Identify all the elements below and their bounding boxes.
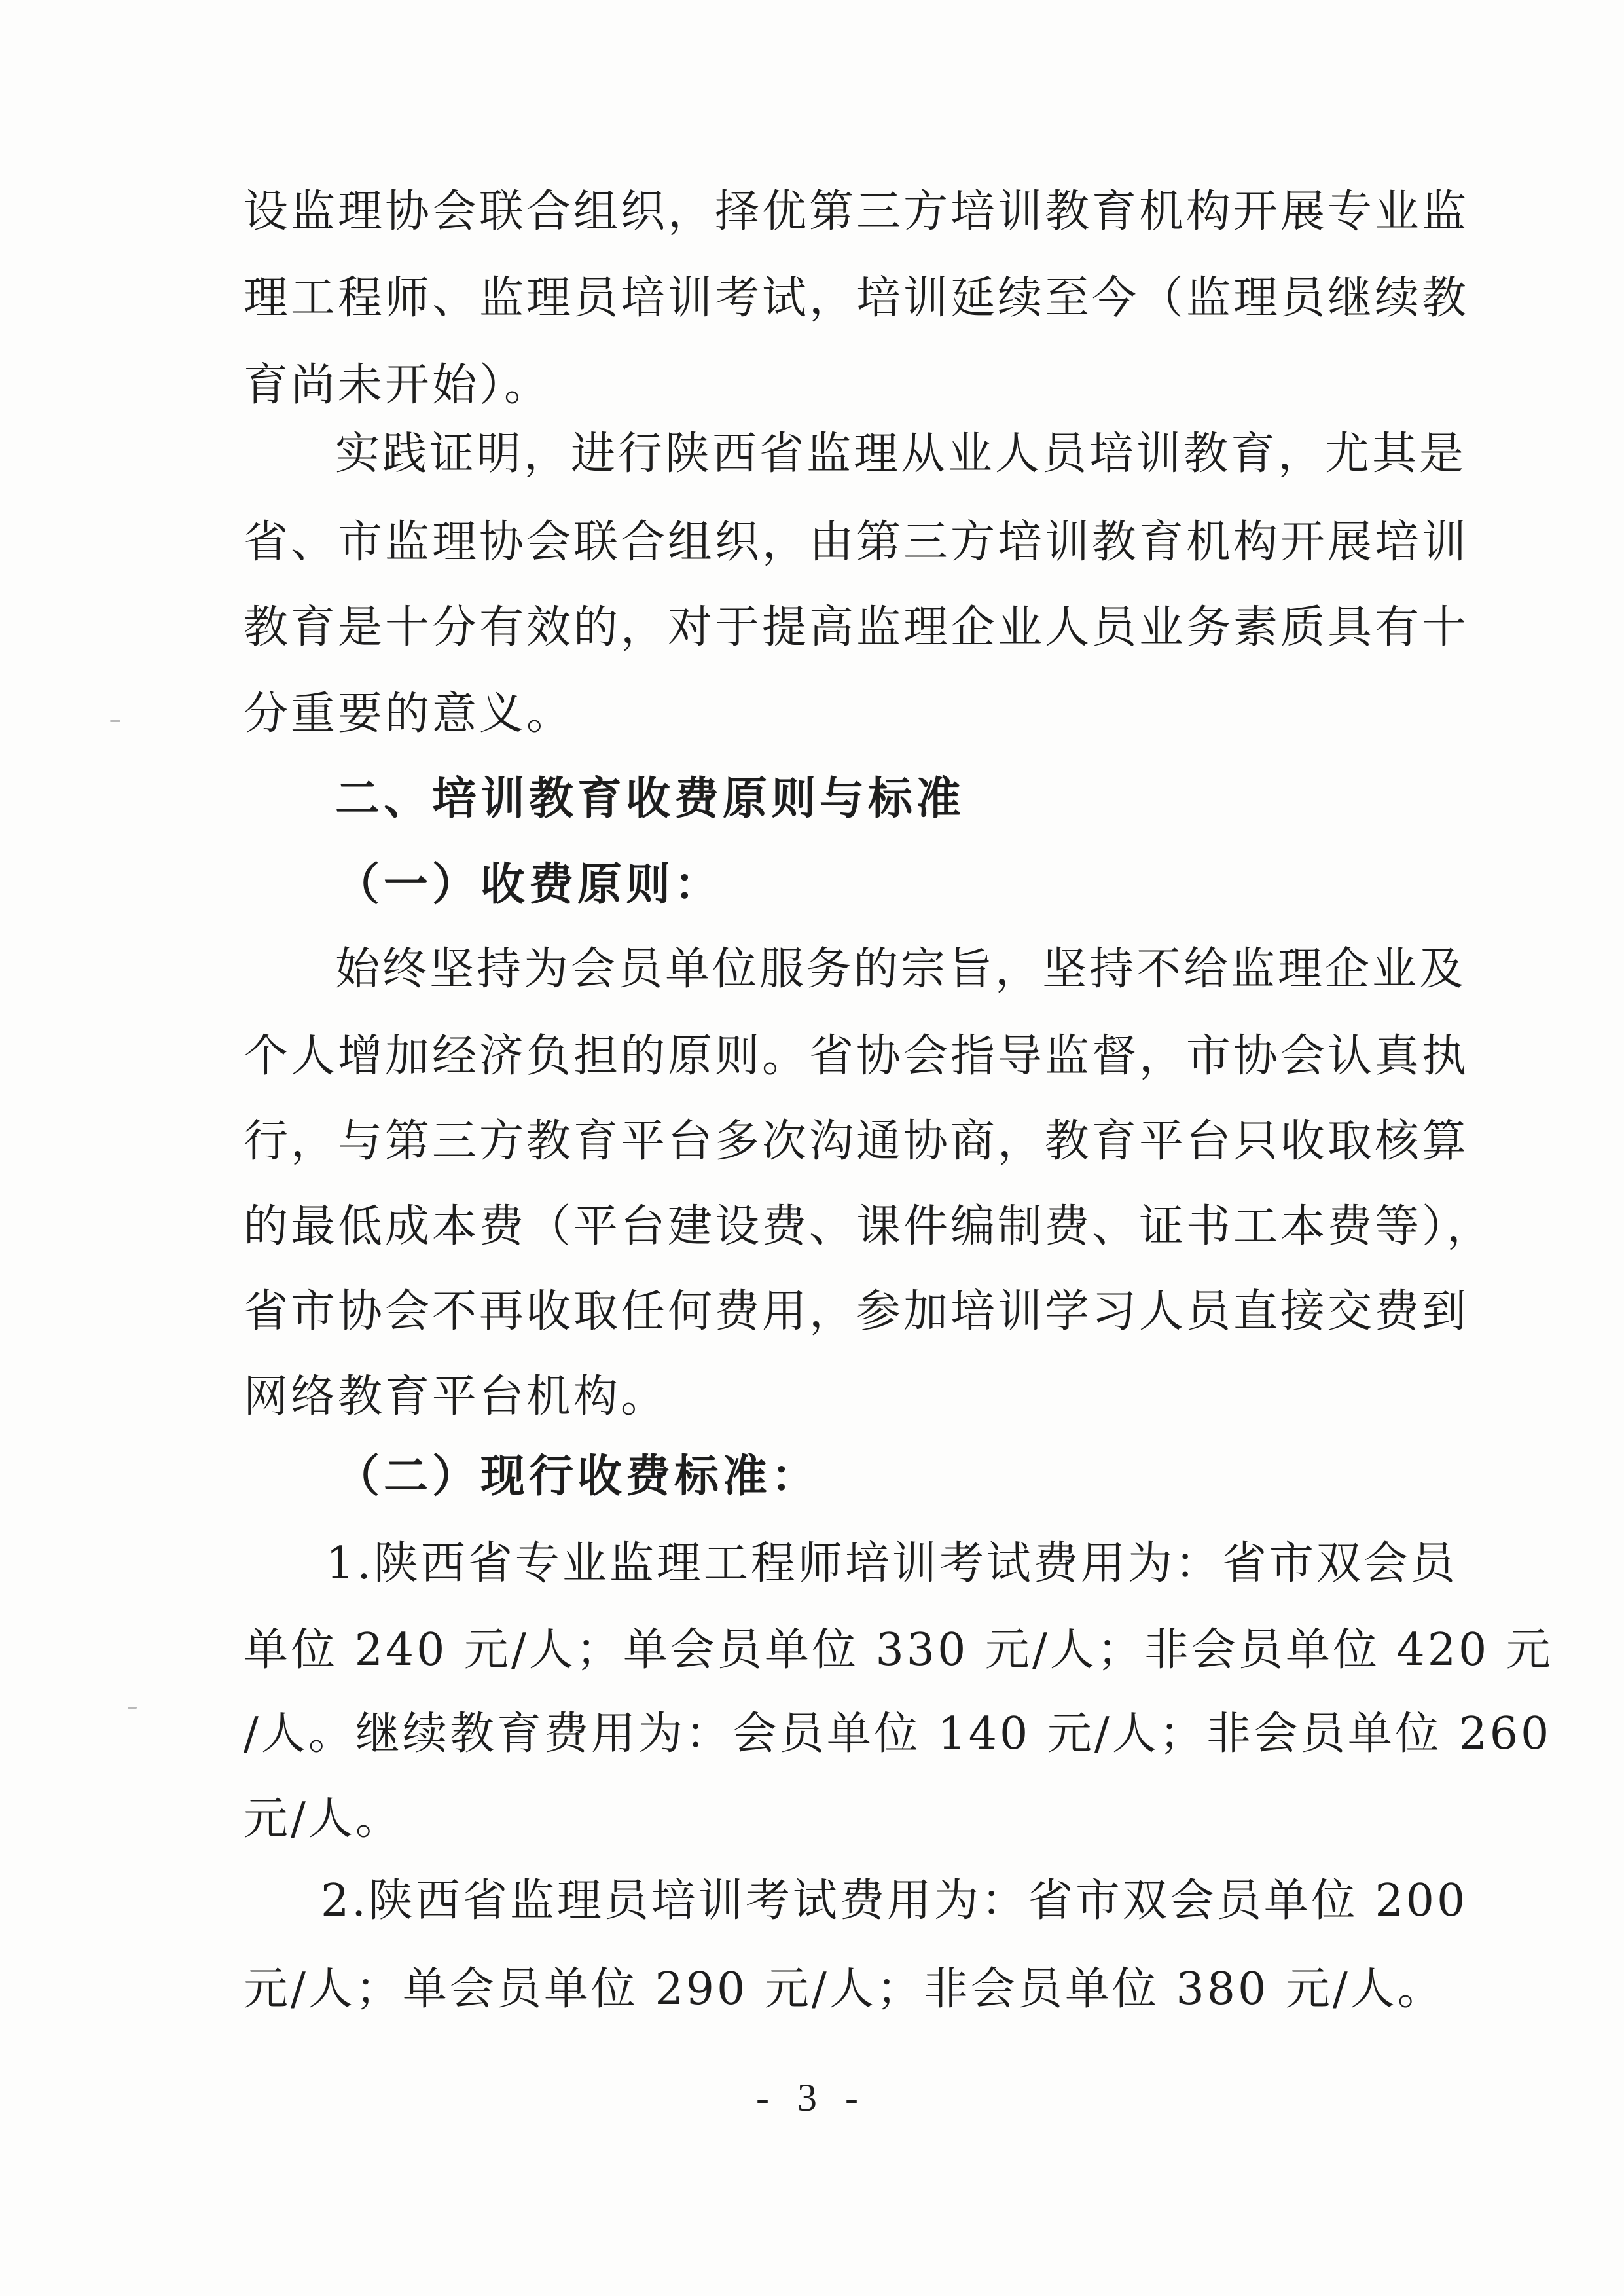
body-text-line: 个人增加经济负担的原则。省协会指导监督，市协会认真执: [244, 1030, 1470, 1082]
page-number: - 3 -: [756, 2076, 867, 2119]
subsection-heading: （一）收费原则：: [335, 859, 723, 911]
body-text-line: 网络教育平台机构。: [244, 1371, 668, 1423]
list-item-text: 1.陕西省专业监理工程师培训考试费用为：省市双会员: [326, 1538, 1458, 1590]
body-text-line: 的最低成本费（平台建设费、课件编制费、证书工本费等），: [244, 1201, 1494, 1252]
scan-speck: [110, 720, 120, 722]
list-item-text: /人。继续教育费用为：会员单位 140 元/人；非会员单位 260: [244, 1708, 1552, 1760]
body-text-line: 教育是十分有效的，对于提高监理企业人员业务素质具有十: [244, 602, 1470, 653]
list-item-text: 2.陕西省监理员培训考试费用为：省市双会员单位 200: [321, 1875, 1468, 1927]
body-text-line: 省、市监理协会联合组织，由第三方培训教育机构开展培训: [244, 517, 1470, 568]
scan-speck: [128, 1707, 137, 1709]
list-item-text: 元/人；单会员单位 290 元/人；非会员单位 380 元/人。: [244, 1963, 1445, 2015]
body-text-line: 设监理协会联合组织，择优第三方培训教育机构开展专业监: [244, 186, 1470, 238]
list-item-text: 元/人。: [244, 1793, 403, 1845]
body-text-line: 省市协会不再收取任何费用，参加培训学习人员直接交费到: [244, 1286, 1470, 1338]
body-text-line: 分重要的意义。: [244, 688, 574, 740]
body-text-line: 始终坚持为会员单位服务的宗旨，坚持不给监理企业及: [335, 943, 1467, 995]
list-item-text: 单位 240 元/人；单会员单位 330 元/人；非会员单位 420 元: [244, 1624, 1553, 1676]
body-text-line: 行，与第三方教育平台多次沟通协商，教育平台只收取核算: [244, 1116, 1470, 1167]
body-text-line: 实践证明，进行陕西省监理从业人员培训教育，尤其是: [335, 428, 1467, 480]
subsection-heading: （二）现行收费标准：: [335, 1451, 820, 1503]
body-text-line: 理工程师、监理员培训考试，培训延续至今（监理员继续教: [244, 272, 1470, 324]
body-text-line: 育尚未开始）。: [244, 359, 552, 411]
section-heading: 二、培训教育收费原则与标准: [335, 773, 965, 825]
